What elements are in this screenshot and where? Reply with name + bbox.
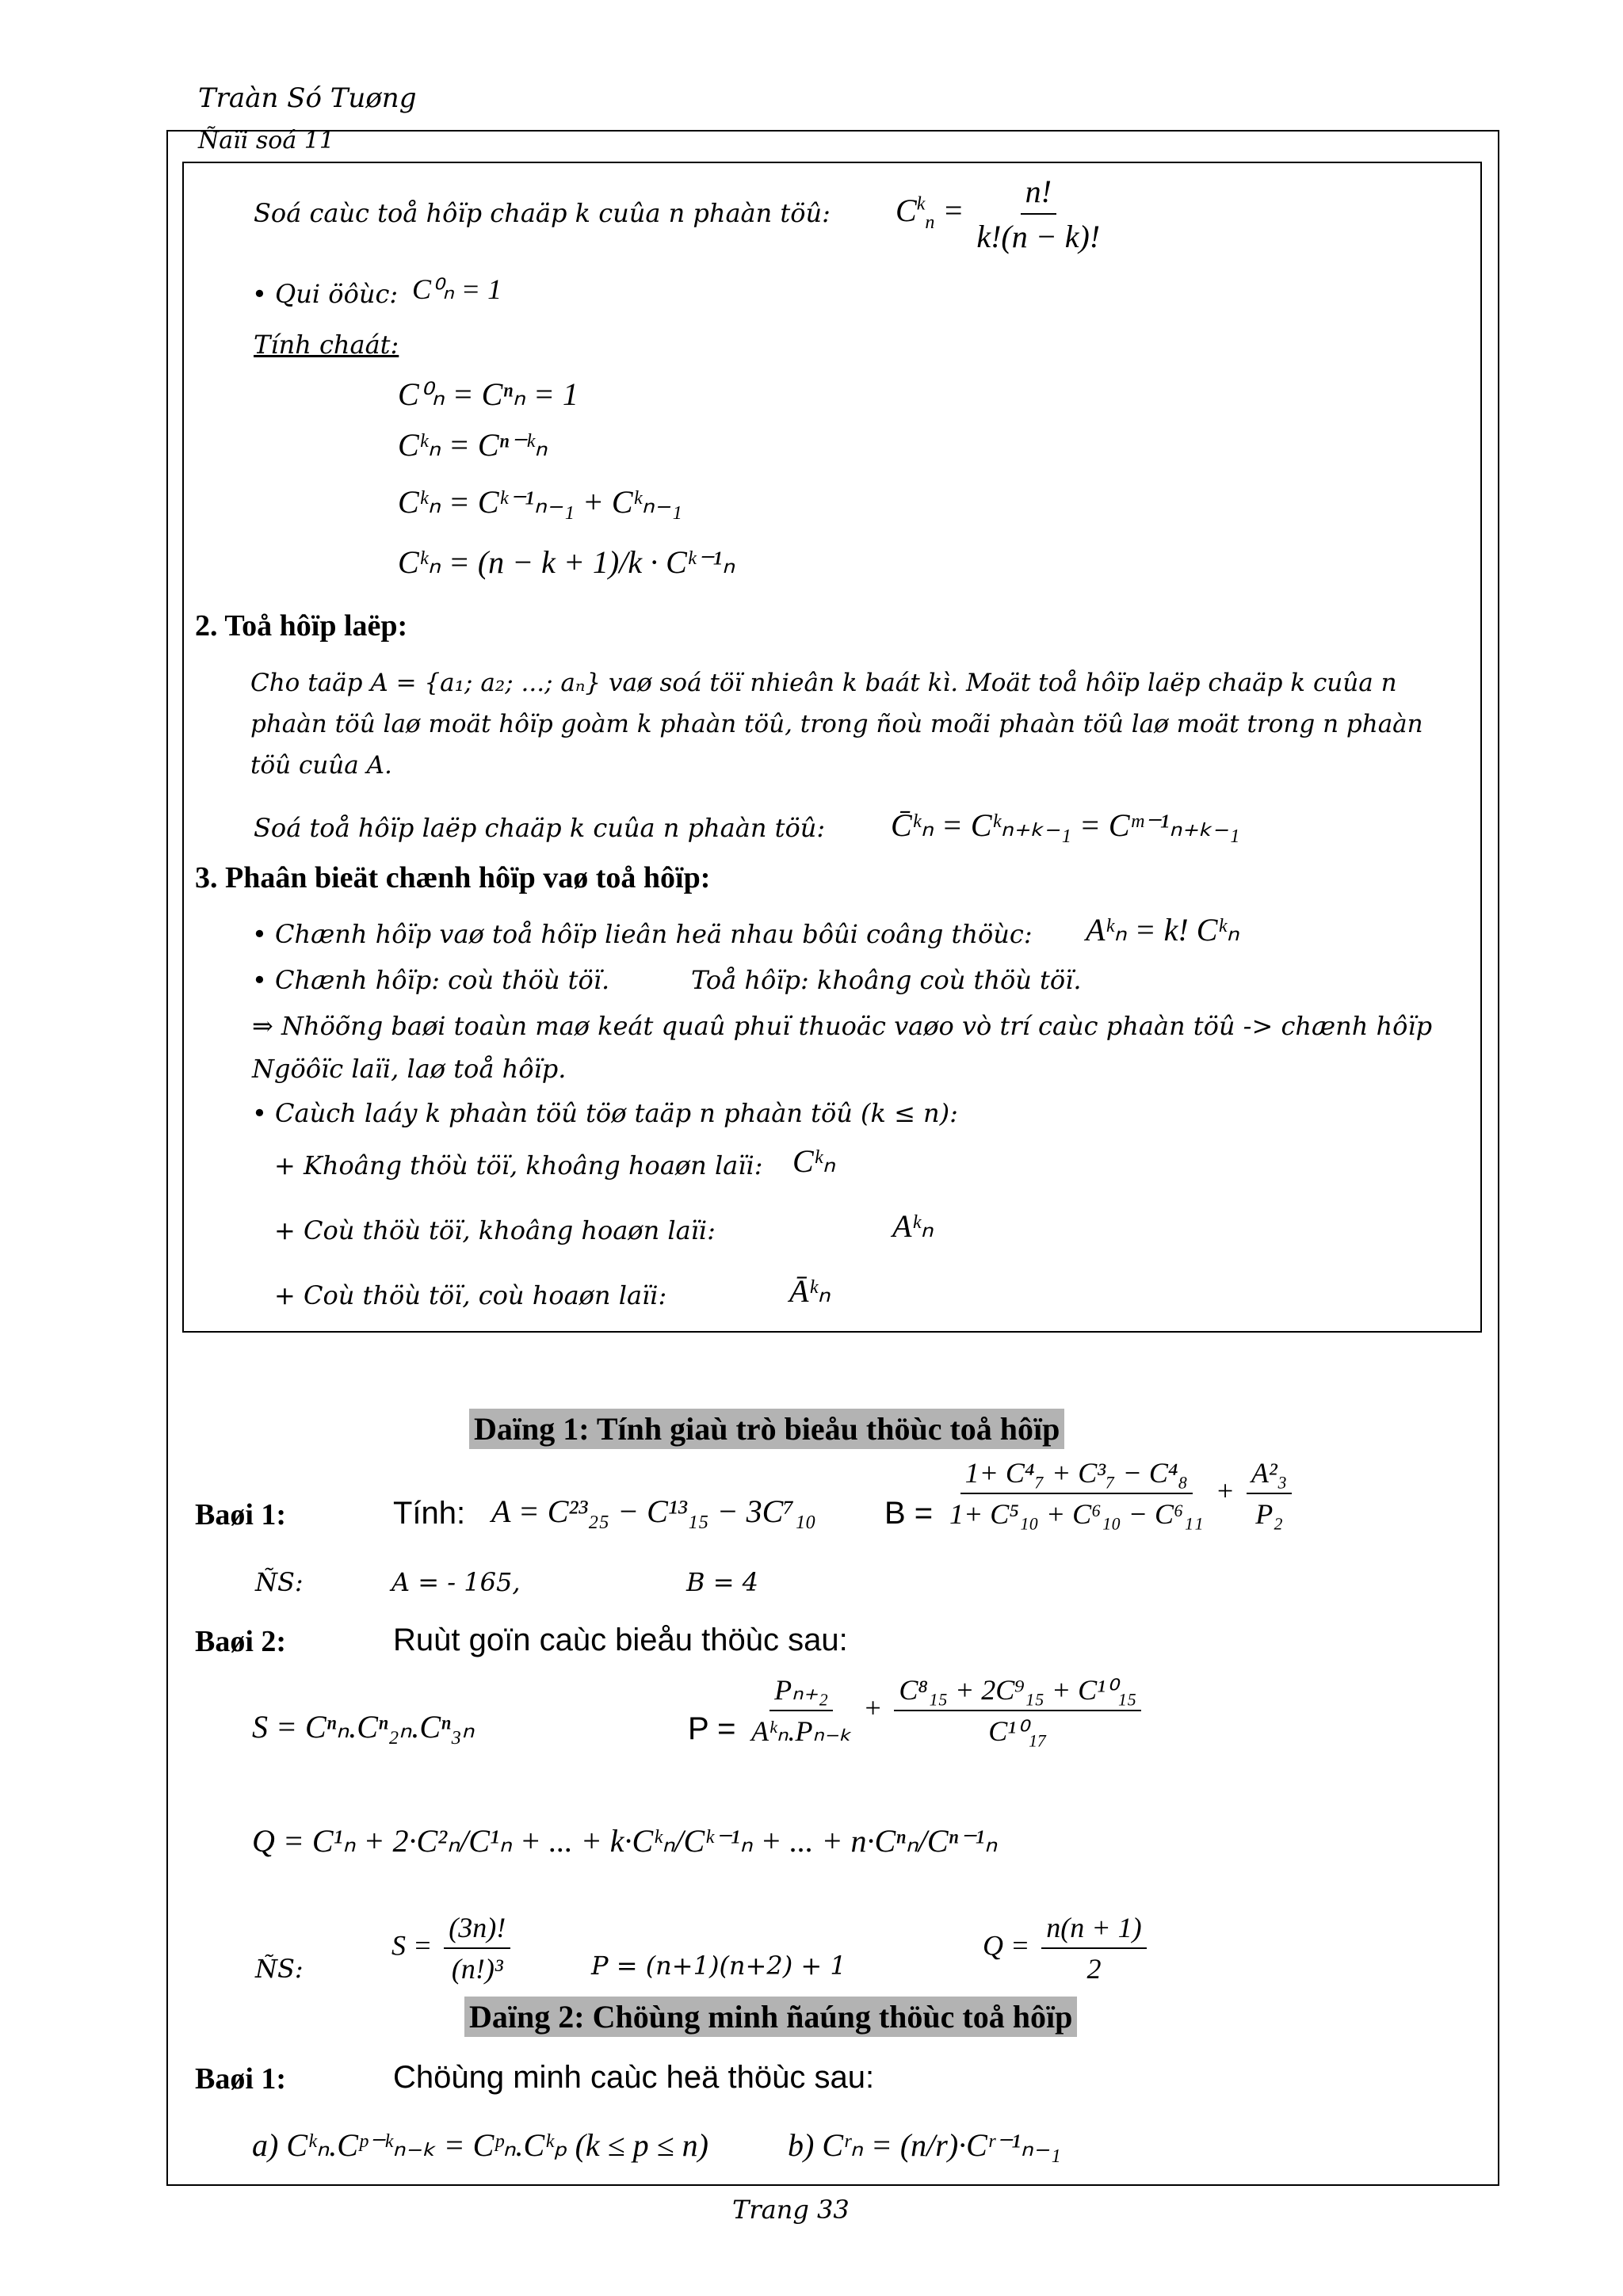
section3-item2b: Toå hôïp: khoâng coù thöù töï. xyxy=(691,965,1082,995)
dang1-bai2-P: $\frac{\text{Pₙ₊₂}}{\text{Aᵏₙ.Pₙ₋ₖ}}$ + $\frac{\text{C⁸₁₅ + 2C⁹₁₅ + C¹⁰₁₅}}{\text{C¹⁰₁₇}}$ xyxy=(747,1673,1146,1748)
header-subject: Ñaïi soá 11 xyxy=(198,127,334,154)
dang2-bai1-label: Baøi 1: xyxy=(195,2062,287,2096)
dang1-bai2-text: Ruùt goïn caùc bieåu thöùc sau: xyxy=(393,1623,848,1657)
section2-title: 2. Toå hôïp laëp: xyxy=(195,609,408,643)
dang1-bai2-ans-label: ÑS: xyxy=(255,1954,304,1984)
dang1-banner: Daïng 1: Tính giaù trò bieåu thöùc toå hôïp xyxy=(469,1409,1064,1449)
property-4: Cᵏₙ = (n − k + 1)/k · Cᵏ⁻¹ₙ xyxy=(398,544,735,580)
property-1: C⁰ₙ = Cⁿₙ = 1 xyxy=(398,376,579,412)
way-3-label: + Coù thöù töï, coù hoaøn laïi: xyxy=(274,1280,667,1310)
way-1-label: + Khoâng thöù töï, khoâng hoaøn laïi: xyxy=(274,1150,763,1180)
dang1-bai1-A: A = C²³₂₅ − C¹³₁₅ − 3C⁷₁₀ xyxy=(491,1493,817,1529)
dang1-bai2-ans-Q: Q = $\frac{n(n + 1)}{2}$ xyxy=(983,1911,1151,1985)
way-2-formula: Aᵏₙ xyxy=(892,1208,934,1244)
dang2-a: a) Cᵏₙ.Cᵖ⁻ᵏₙ₋ₖ = Cᵖₙ.Cᵏₚ (k ≤ p ≤ n) xyxy=(252,2127,708,2163)
dang1-bai2-P-prefix: P = xyxy=(688,1711,736,1746)
dang1-bai2-ans-Q-fraction: $\frac{n(n + 1)}{2}$ xyxy=(1041,1911,1146,1985)
section3-item3a: ⇒ Nhöõng baøi toaùn maø keát quaû phuï thuoäc vaøo vò trí caùc phaàn töû -> chænh hôïp xyxy=(252,1011,1433,1041)
dang1-bai1-B-prefix: B = xyxy=(884,1496,934,1531)
page-number: Trang 33 xyxy=(732,2195,850,2225)
count-formula-lhs: $C^k_n$ = xyxy=(896,193,964,234)
way-1-formula: Cᵏₙ xyxy=(792,1143,835,1179)
section2-count-formula: C̄ᵏₙ = Cᵏₙ₊ₖ₋₁ = Cᵐ⁻¹ₙ₊ₖ₋₁ xyxy=(891,807,1240,843)
dang1-bai2-S: S = Cⁿₙ.Cⁿ₂ₙ.Cⁿ₃ₙ xyxy=(252,1709,475,1745)
dang1-bai2-ans-S-fraction: $\frac{(3n)!}{\text{(n!)³}}$ xyxy=(444,1911,510,1985)
count-formula xyxy=(896,173,1105,255)
dang1-bai1-prefix: Tính: xyxy=(393,1496,466,1531)
dang1-bai2-label: Baøi 2: xyxy=(195,1625,287,1658)
dang1-bai2-P-frac1: $\frac{\text{Pₙ₊₂}}{\text{Aᵏₙ.Pₙ₋ₖ}}$ xyxy=(751,1674,852,1747)
way-2-label: + Coù thöù töï, khoâng hoaøn laïi: xyxy=(274,1215,716,1245)
convention-label: • Qui öôùc: xyxy=(252,279,399,309)
convention-formula: C⁰ₙ = 1 xyxy=(412,273,502,305)
dang1-bai1-ans-A: A = - 165, xyxy=(391,1567,521,1597)
section3-title: 3. Phaân bieät chænh hôïp vaø toå hôïp: xyxy=(195,861,711,894)
dang1-bai1-ans-B: B = 4 xyxy=(686,1567,759,1597)
dang1-bai1-label: Baøi 1: xyxy=(195,1498,287,1531)
dang1-bai2-ans-S: S = $\frac{(3n)!}{\text{(n!)³}}$ xyxy=(391,1911,515,1985)
section3-item1: • Chænh hôïp vaø toå hôïp lieân heä nhau bôûi coâng thöùc: xyxy=(252,919,1033,949)
dang1-bai1-B: $\frac{\text{1+ C⁴₇ + C³₇ − C⁴₈}}{\text{1+ C⁵₁₀ + C⁶₁₀ − C⁶₁₁}}$ + $\frac{\text{A²₃}}{\text{P₂}}$ xyxy=(945,1456,1296,1531)
property-3: Cᵏₙ = Cᵏ⁻¹ₙ₋₁ + Cᵏₙ₋₁ xyxy=(398,484,682,520)
count-formula-fraction: $\frac{n!}{k!(n - k)!}$ xyxy=(976,174,1101,254)
section2-count-label: Soá toå hôïp laëp chaäp k cuûa n phaàn töû: xyxy=(254,813,826,843)
header-author: Traàn Só Tuøng xyxy=(198,82,417,114)
dang1-bai1-ans-label: ÑS: xyxy=(255,1567,304,1597)
section3-item1-formula: Aᵏₙ = k! Cᵏₙ xyxy=(1086,912,1239,948)
dang1-bai1-B-tail: $\frac{\text{A²₃}}{\text{P₂}}$ xyxy=(1247,1456,1292,1531)
section3-item3b: Ngöôïc laïi, laø toå hôïp. xyxy=(252,1054,567,1084)
section2-paragraph: Cho taäp A = {a₁; a₂; ...; aₙ} vaø soá töï nhieân k baát kì. Moät toå hôïp laëp chaäp k cuûa n phaàn töû laø moät hôïp goàm k phaàn töû, trong ñoù moãi phaàn töû laø moät trong n phaàn töû cuûa A. xyxy=(250,669,1423,780)
dang1-bai2-ans-P: P = (n+1)(n+2) + 1 xyxy=(591,1951,846,1981)
dang1-bai1-B-fraction: $\frac{\text{1+ C⁴₇ + C³₇ − C⁴₈}}{\text{1+ C⁵₁₀ + C⁶₁₀ − C⁶₁₁}}$ xyxy=(949,1457,1204,1530)
count-label: Soá caùc toå hôïp chaäp k cuûa n phaàn töû: xyxy=(254,198,831,228)
property-2: Cᵏₙ = Cⁿ⁻ᵏₙ xyxy=(398,427,548,463)
dang1-bai2-P-frac2: $\frac{\text{C⁸₁₅ + 2C⁹₁₅ + C¹⁰₁₅}}{\text{C¹⁰₁₇}}$ xyxy=(894,1673,1141,1748)
section3-item2a: • Chænh hôïp: coù thöù töï. xyxy=(252,965,610,995)
dang2-banner: Daïng 2: Chöùng minh ñaúng thöùc toå hôïp xyxy=(464,1997,1077,2037)
section3-item4: • Caùch laáy k phaàn töû töø taäp n phaàn töû (k ≤ n): xyxy=(252,1098,958,1128)
dang1-bai2-Q: Q = C¹ₙ + 2·C²ₙ/C¹ₙ + ... + k·Cᵏₙ/Cᵏ⁻¹ₙ + ... + n·Cⁿₙ/Cⁿ⁻¹ₙ xyxy=(252,1823,998,1859)
properties-label: Tính chaát: xyxy=(254,330,399,360)
dang2-bai1-text: Chöùng minh caùc heä thöùc sau: xyxy=(393,2060,875,2095)
dang2-b: b) Cʳₙ = (n/r)·Cʳ⁻¹ₙ₋₁ xyxy=(788,2127,1061,2163)
way-3-formula: Āᵏₙ xyxy=(789,1273,831,1309)
